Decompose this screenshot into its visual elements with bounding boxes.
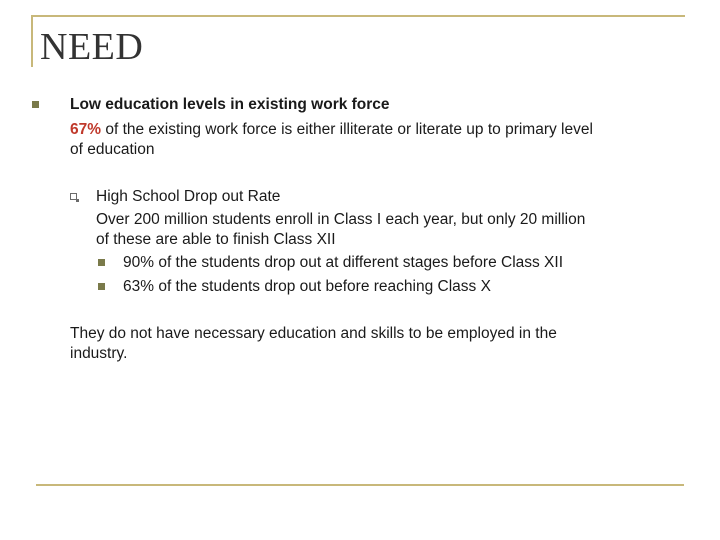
filled-square-bullet-icon xyxy=(98,259,105,266)
stat-highlight: 67% xyxy=(70,121,102,138)
bottom-accent-rule xyxy=(36,484,684,486)
dropout-line1: Over 200 million students enroll in Class I each year, but only 20 million xyxy=(96,211,586,228)
filled-square-bullet-icon xyxy=(32,101,39,108)
heading-text: Low education levels in existing work force xyxy=(70,96,390,113)
conclusion-line2: industry. xyxy=(70,345,128,362)
dropout-label: High School Drop out Rate xyxy=(96,188,281,205)
filled-square-bullet-icon xyxy=(98,283,105,290)
stat-line xyxy=(70,119,593,140)
dropout-point: 90% of the students drop out at different stages before Class XII xyxy=(123,254,564,271)
stat-text: of the existing work force is either illiterate or literate up to primary level xyxy=(101,121,593,138)
left-accent-rule xyxy=(31,15,33,67)
hollow-square-bullet-icon xyxy=(70,193,77,200)
top-accent-rule xyxy=(31,15,685,17)
dropout-point: 63% of the students drop out before reaching Class X xyxy=(123,278,491,295)
slide-title: NEED xyxy=(40,26,144,68)
stat-line-continued: of education xyxy=(70,141,155,158)
conclusion-line1: They do not have necessary education and skills to be employed in the xyxy=(70,325,557,342)
dropout-line2: of these are able to finish Class XII xyxy=(96,231,336,248)
